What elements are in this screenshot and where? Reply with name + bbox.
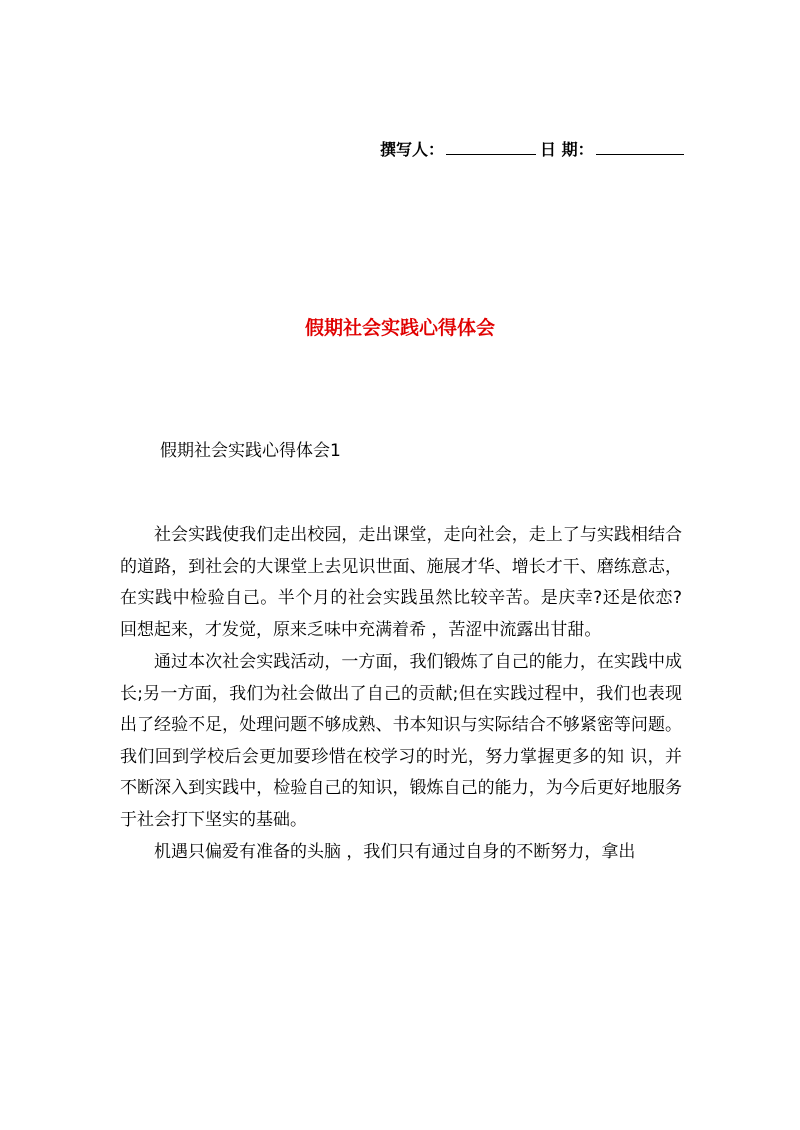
paragraph-1: 社会实践使我们走出校园，走出课堂，走向社会，走上了与实践相结合的道路，到社会的大课堂上去见识世面、施展才华、增长才干、磨练意志，在实践中检验自己。半个月的社会实践虽然比较辛苦。是庆幸?还是依恋?回想起来，才发觉，原来乏味中充满着希 ，苦涩中流露出甘甜。 bbox=[120, 525, 682, 640]
author-label: 撰写人： bbox=[380, 140, 445, 159]
date-blank-field bbox=[596, 140, 684, 155]
section-subtitle: 假期社会实践心得体会1 bbox=[160, 441, 341, 461]
author-blank-field bbox=[446, 140, 536, 155]
document-body bbox=[120, 520, 682, 869]
date-label: 日 期： bbox=[540, 140, 594, 159]
paragraph-2: 通过本次社会实践活动，一方面，我们锻炼了自己的能力，在实践中成长;另一方面，我们为社会做出了自己的贡献;但在实践过程中，我们也表现出了经验不足，处理问题不够成熟、书本知识与实际结合不够紧密等问题。我们回到学校后会更加要珍惜在校学习的时光，努力掌握更多的知 识，并不断深入到实践中，检验自己的知识，锻炼自己的能力，为今后更好地服务于社会打下坚实的基础。 bbox=[120, 652, 682, 830]
paragraph-3: 机遇只偏爱有准备的头脑 ，我们只有通过自身的不断努力，拿出 bbox=[154, 842, 636, 862]
document-title: 假期社会实践心得体会 bbox=[304, 317, 495, 339]
author-date-header bbox=[380, 140, 686, 160]
